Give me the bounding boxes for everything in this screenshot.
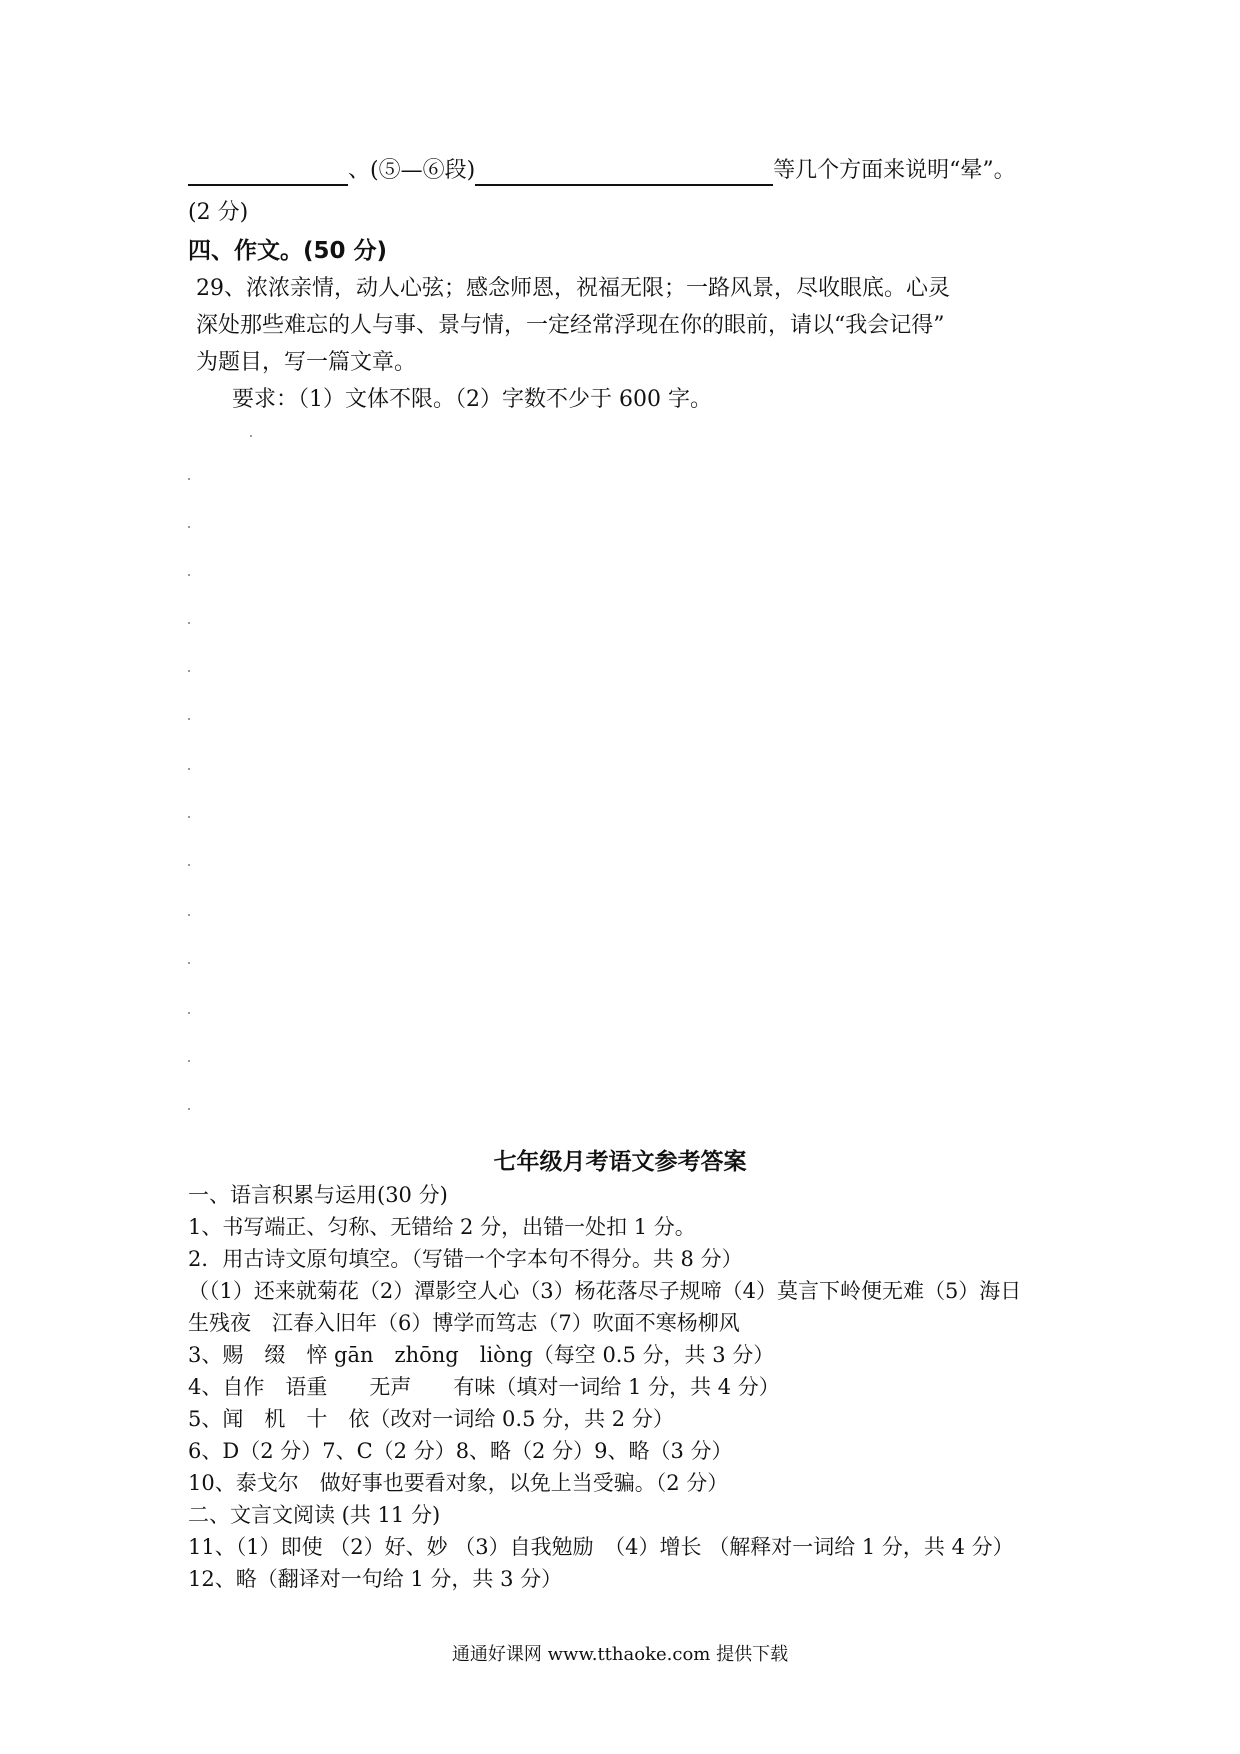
margin-dot — [188, 1060, 190, 1062]
margin-dot — [188, 670, 190, 672]
score-note: (2 分) — [188, 200, 249, 225]
fill-blank-line — [188, 156, 1016, 186]
answer-blank-1 — [188, 158, 348, 186]
answer-line: 5、闻 机 十 依（改对一词给 0.5 分，共 2 分） — [188, 1407, 674, 1431]
answer-line: 1、书写端正、匀称、无错给 2 分，出错一处扣 1 分。 — [188, 1215, 696, 1239]
answer-line: 4、自作 语重 无声 有味（填对一词给 1 分，共 4 分） — [188, 1375, 780, 1399]
answer-line: 一、语言积累与运用(30 分) — [188, 1183, 448, 1207]
margin-dot — [188, 574, 190, 576]
margin-dot — [188, 1012, 190, 1014]
answer-blank-2 — [475, 158, 773, 186]
margin-dot — [188, 1108, 190, 1110]
essay-heading: 四、作文。(50 分) — [188, 238, 388, 264]
margin-dot — [188, 962, 190, 964]
answer-line: 二、文言文阅读 (共 11 分) — [188, 1503, 441, 1527]
answer-line: 2．用古诗文原句填空。（写错一个字本句不得分。共 8 分） — [188, 1247, 743, 1271]
answer-line: 生残夜 江春入旧年（6）博学而笃志（7）吹面不寒杨柳风 — [188, 1311, 740, 1335]
answer-line: 6、D（2 分）7、C（2 分）8、略（2 分）9、略（3 分） — [188, 1439, 733, 1463]
essay-requirements: 要求：（1）文体不限。（2）字数不少于 600 字。 — [232, 387, 712, 412]
margin-dot — [188, 864, 190, 866]
answers-title: 七年级月考语文参考答案 — [493, 1149, 747, 1175]
margin-dot — [188, 622, 190, 624]
answer-line: 3、赐 缀 悴 gān zhōng liòng（每空 0.5 分，共 3 分） — [188, 1343, 775, 1367]
answer-line: 10、泰戈尔 做好事也要看对象，以免上当受骗。（2 分） — [188, 1471, 729, 1495]
fill-blank-end: 等几个方面来说明“晕”。 — [773, 158, 1016, 183]
margin-dot — [188, 718, 190, 720]
margin-dot — [188, 768, 190, 770]
margin-dot — [188, 526, 190, 528]
answer-line: 11、（1）即使 （2）好、妙 （3）自我勉励 （4）增长 （解释对一词给 1 分，共 4 分） — [188, 1535, 1014, 1559]
footer-credit: 通通好课网 www.tthaoke.com 提供下载 — [451, 1644, 789, 1665]
answer-line: （（1）还来就菊花（2）潭影空人心（3）杨花落尽子规啼（4）莫言下岭便无难（5）海日 — [188, 1279, 1022, 1303]
essay-prompt-line-3: 为题目，写一篇文章。 — [196, 350, 417, 375]
margin-dot — [188, 914, 190, 916]
essay-prompt-line-2: 深处那些难忘的人与事、景与情，一定经常浮现在你的眼前，请以“我会记得” — [196, 313, 945, 338]
margin-dot — [188, 816, 190, 818]
answer-line: 12、略（翻译对一句给 1 分，共 3 分） — [188, 1567, 563, 1591]
margin-dot — [250, 435, 252, 437]
fill-blank-segment: 、(⑤—⑥段) — [348, 158, 476, 183]
essay-prompt-line-1: 29、浓浓亲情，动人心弦；感念师恩，祝福无限；一路风景，尽收眼底。心灵 — [196, 276, 950, 301]
margin-dot — [188, 478, 190, 480]
